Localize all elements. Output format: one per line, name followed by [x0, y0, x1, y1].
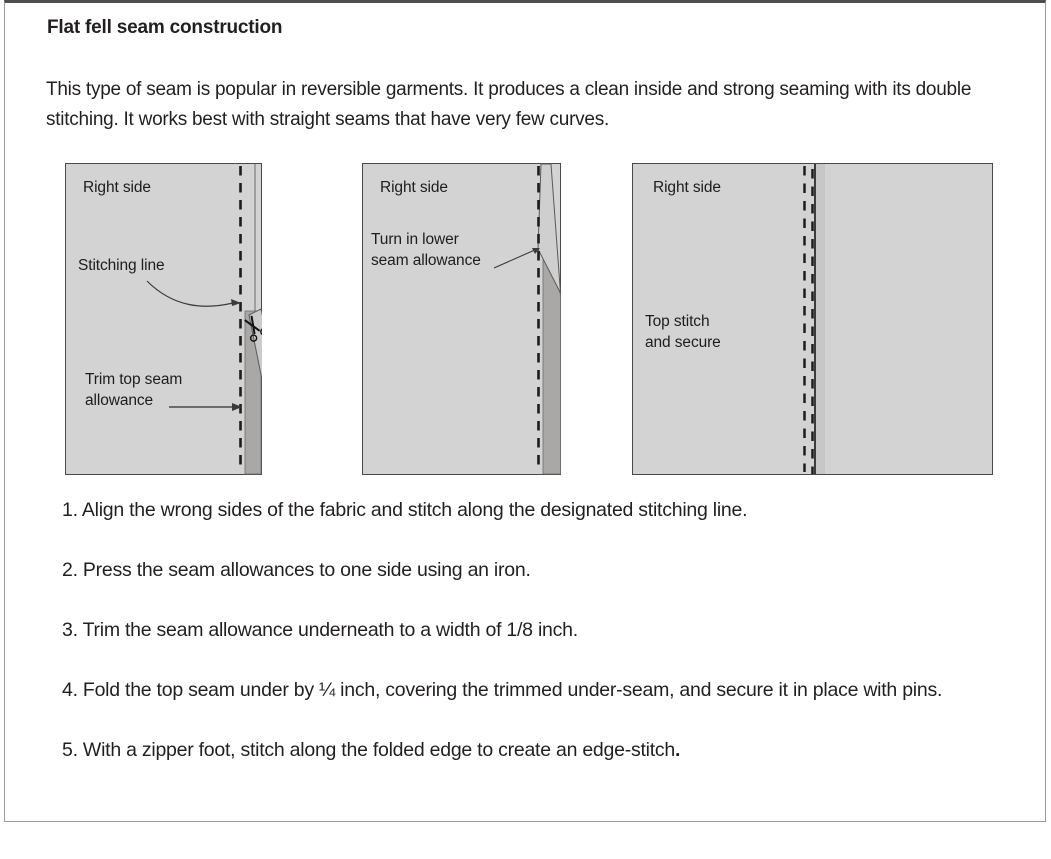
right-side-label: Right side	[83, 179, 151, 196]
turn-in-label: Turn in lower seam allowance	[371, 231, 481, 269]
right-side-label: Right side	[380, 179, 448, 196]
instruction-step-1: 1. Align the wrong sides of the fabric and stitch along the designated stitching line.	[62, 499, 748, 521]
top-stitch-label: Top stitch and secure	[645, 313, 721, 351]
diagram-trim-seam-graphic	[65, 163, 262, 475]
diagram-top-stitch	[632, 163, 993, 475]
trim-label: Trim top seam allowance	[85, 371, 183, 409]
fabric-panel	[66, 164, 262, 475]
diagram-trim-seam	[65, 163, 262, 475]
bold-period: .	[674, 739, 681, 761]
diagram-turn-in-seam-graphic	[362, 163, 561, 475]
instruction-step-4: 4. Fold the top seam under by ¼ inch, covering the trimmed under-seam, and secure it in place with pins.	[62, 679, 943, 701]
diagram-turn-in-seam	[362, 163, 561, 475]
instruction-step-2: 2. Press the seam allowances to one side using an iron.	[62, 559, 531, 581]
instruction-step-3: 3. Trim the seam allowance underneath to a width of 1/8 inch.	[62, 619, 578, 641]
right-side-label: Right side	[653, 179, 721, 196]
page-title: Flat fell seam construction	[47, 17, 283, 38]
intro-paragraph: This type of seam is popular in reversible garments. It produces a clean inside and strong seaming with its double stitching. It works best with straight seams that have very few curves.	[46, 79, 972, 130]
document-page	[4, 0, 1046, 822]
fold-shadow-band	[816, 164, 825, 474]
instruction-step-5: 5. With a zipper foot, stitch along the folded edge to create an edge-stitch.	[62, 739, 681, 761]
fabric-panel	[363, 164, 561, 475]
instruction-list	[62, 495, 1050, 795]
stitching-line-label: Stitching line	[78, 257, 165, 274]
